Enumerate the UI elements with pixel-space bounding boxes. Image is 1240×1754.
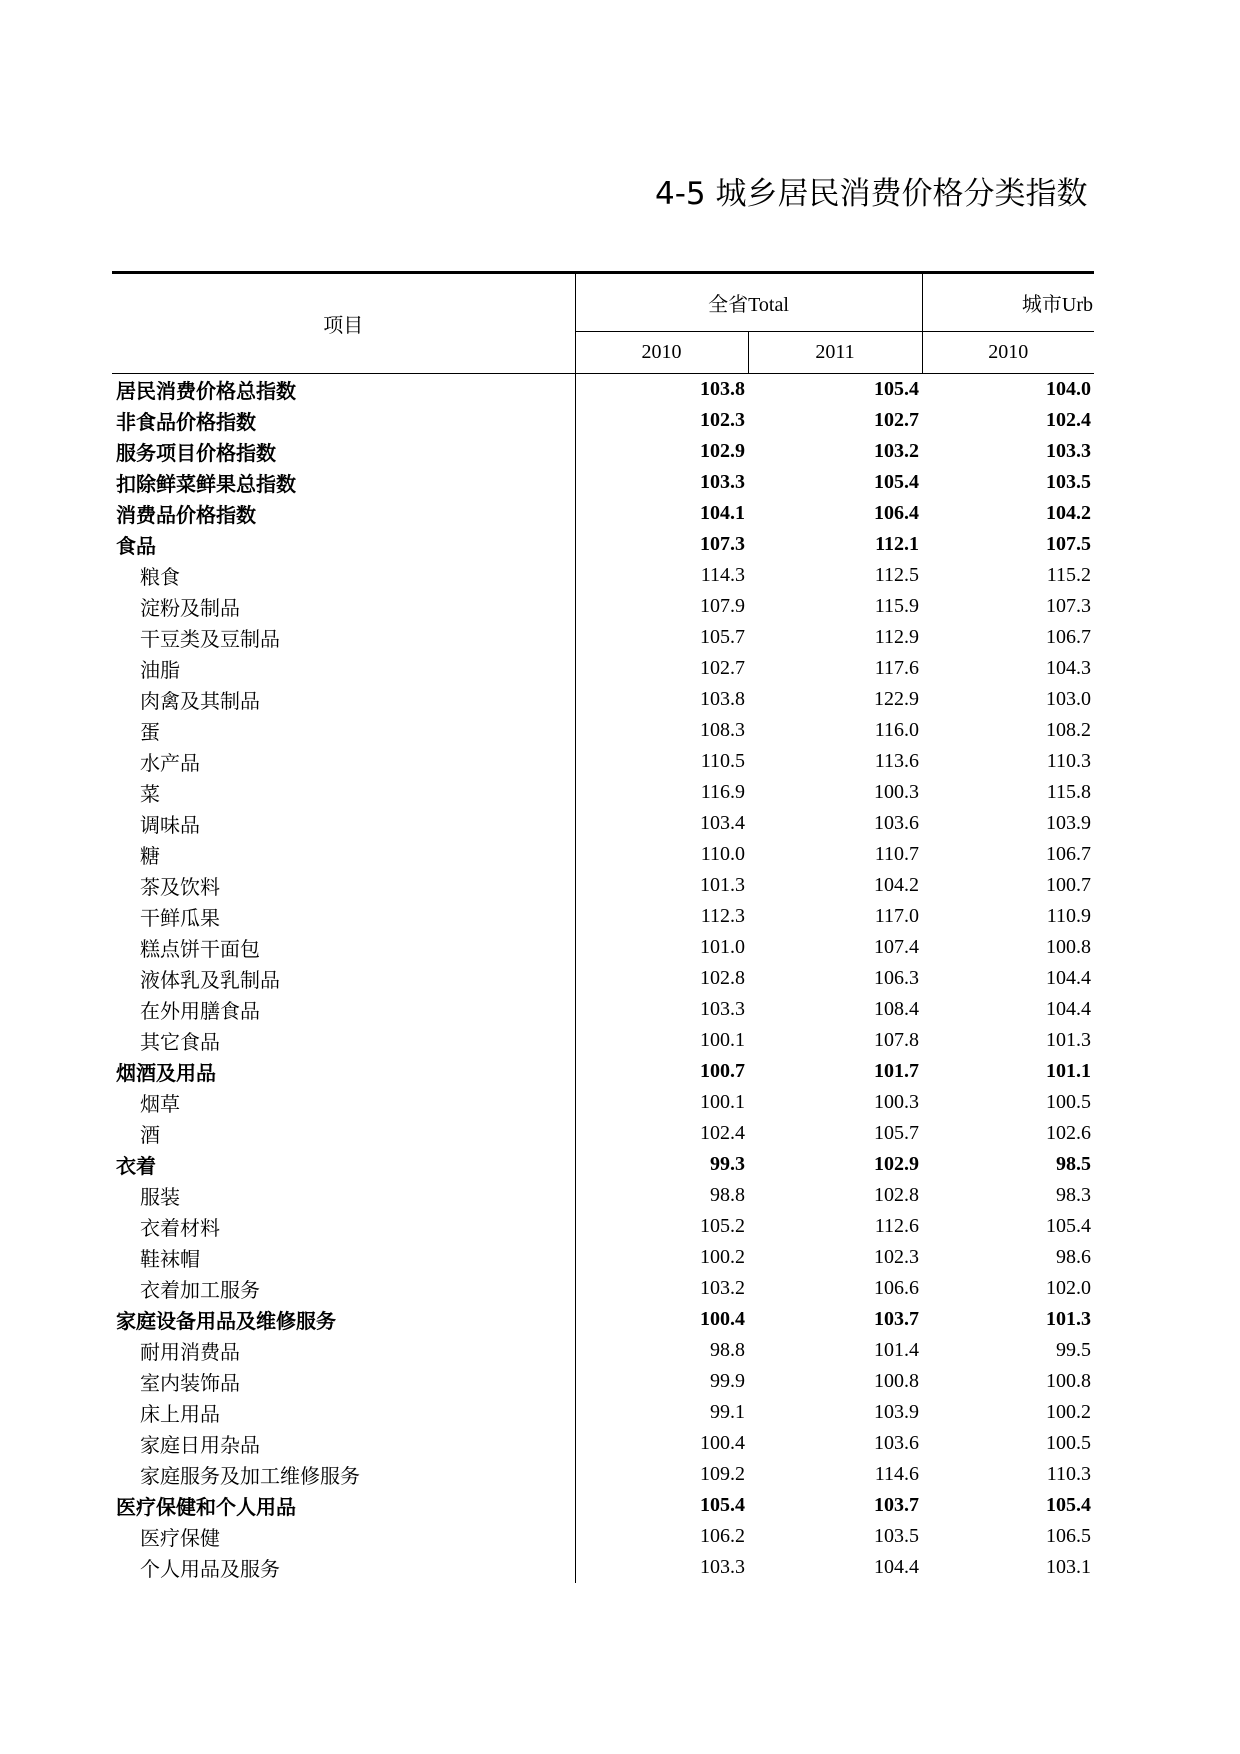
row-value: 122.9 [874, 688, 919, 710]
row-value: 100.5 [1046, 1432, 1091, 1454]
row-label: 干豆类及豆制品 [112, 622, 575, 653]
table-row [112, 1521, 1094, 1552]
table-row [112, 808, 1094, 839]
row-value: 100.8 [1046, 936, 1091, 958]
row-value: 102.8 [700, 967, 745, 989]
row-label: 家庭服务及加工维修服务 [112, 1459, 575, 1490]
row-value: 101.0 [700, 936, 745, 958]
table-row [112, 1118, 1094, 1149]
table-row [112, 901, 1094, 932]
row-value: 101.3 [1046, 1029, 1091, 1051]
row-value: 107.5 [1046, 533, 1091, 555]
row-value: 106.7 [1046, 843, 1091, 865]
row-label: 消费品价格指数 [112, 498, 575, 529]
page-title: 4-5 城乡居民消费价格分类指数 [655, 176, 1088, 212]
table-row [112, 1304, 1094, 1335]
row-value: 105.4 [700, 1494, 745, 1516]
row-value: 110.3 [1046, 750, 1091, 772]
row-value: 103.7 [874, 1308, 919, 1330]
row-value: 99.5 [1056, 1339, 1091, 1361]
row-value: 106.3 [874, 967, 919, 989]
table-row [112, 467, 1094, 498]
row-value: 100.8 [874, 1370, 919, 1392]
row-label: 服务项目价格指数 [112, 436, 575, 467]
row-value: 104.2 [1046, 502, 1091, 524]
row-value: 116.0 [874, 719, 919, 741]
row-value: 103.9 [1046, 812, 1091, 834]
row-value: 100.7 [1046, 874, 1091, 896]
row-value: 100.5 [1046, 1091, 1091, 1113]
table-row [112, 498, 1094, 529]
year-header: 2011 [748, 332, 922, 374]
row-value: 107.3 [1046, 595, 1091, 617]
row-label: 衣着材料 [112, 1211, 575, 1242]
row-label: 衣着 [112, 1149, 575, 1180]
row-value: 103.3 [1046, 440, 1091, 462]
price-index-table-container [112, 271, 1094, 1596]
table-row [112, 1428, 1094, 1459]
row-value: 106.4 [874, 502, 919, 524]
row-value: 103.3 [700, 1556, 745, 1578]
row-value: 103.2 [700, 1277, 745, 1299]
table-row [112, 1149, 1094, 1180]
table-row [112, 1335, 1094, 1366]
row-value: 116.9 [700, 781, 745, 803]
year-header: 2010 [575, 332, 748, 374]
row-value: 103.6 [874, 1432, 919, 1454]
row-value: 105.7 [874, 1122, 919, 1144]
row-value: 103.5 [1046, 471, 1091, 493]
row-value: 101.3 [1046, 1308, 1091, 1330]
row-label: 干鲜瓜果 [112, 901, 575, 932]
table-row [112, 1366, 1094, 1397]
row-label: 淀粉及制品 [112, 591, 575, 622]
price-index-table [112, 271, 1094, 1583]
row-value: 105.2 [700, 1215, 745, 1237]
row-label: 医疗保健和个人用品 [112, 1490, 575, 1521]
row-label: 调味品 [112, 808, 575, 839]
row-label: 菜 [112, 777, 575, 808]
row-label: 床上用品 [112, 1397, 575, 1428]
row-label: 蛋 [112, 715, 575, 746]
row-value: 102.0 [1046, 1277, 1091, 1299]
row-value: 112.9 [874, 626, 919, 648]
table-row [112, 932, 1094, 963]
row-value: 104.0 [1046, 378, 1091, 400]
row-value: 98.8 [710, 1184, 745, 1206]
table-row [112, 777, 1094, 808]
row-value: 105.7 [700, 626, 745, 648]
table-row [112, 1397, 1094, 1428]
row-label: 个人用品及服务 [112, 1552, 575, 1583]
row-value: 102.4 [1046, 409, 1091, 431]
row-value: 100.4 [700, 1308, 745, 1330]
row-value: 103.9 [874, 1401, 919, 1423]
row-value: 104.4 [1046, 967, 1091, 989]
row-value: 100.8 [1046, 1370, 1091, 1392]
row-value: 110.3 [1046, 1463, 1091, 1485]
row-value: 112.1 [875, 533, 919, 555]
row-value: 107.8 [874, 1029, 919, 1051]
row-value: 106.7 [1046, 626, 1091, 648]
row-value: 102.7 [700, 657, 745, 679]
row-value: 114.6 [874, 1463, 919, 1485]
row-value: 100.7 [700, 1060, 745, 1082]
row-value: 103.3 [700, 471, 745, 493]
year-header: 2010 [922, 332, 1094, 374]
row-label: 耐用消费品 [112, 1335, 575, 1366]
row-value: 101.1 [1046, 1060, 1091, 1082]
row-value: 108.2 [1046, 719, 1091, 741]
table-row [112, 715, 1094, 746]
row-value: 107.9 [700, 595, 745, 617]
row-value: 98.8 [710, 1339, 745, 1361]
row-label: 非食品价格指数 [112, 405, 575, 436]
row-value: 101.7 [874, 1060, 919, 1082]
row-value: 107.3 [700, 533, 745, 555]
row-value: 103.8 [700, 378, 745, 400]
row-value: 105.4 [874, 471, 919, 493]
row-value: 106.6 [874, 1277, 919, 1299]
group-header-urban: 城市Urb [922, 273, 1094, 332]
table-body [112, 374, 1094, 1584]
row-label: 液体乳及乳制品 [112, 963, 575, 994]
table-row [112, 529, 1094, 560]
row-value: 113.6 [874, 750, 919, 772]
row-label: 烟草 [112, 1087, 575, 1118]
row-value: 110.7 [874, 843, 919, 865]
row-value: 101.3 [700, 874, 745, 896]
row-value: 112.6 [874, 1215, 919, 1237]
table-row [112, 963, 1094, 994]
row-value: 115.9 [874, 595, 919, 617]
row-value: 105.4 [874, 378, 919, 400]
row-value: 117.0 [874, 905, 919, 927]
row-label: 家庭设备用品及维修服务 [112, 1304, 575, 1335]
row-value: 104.4 [1046, 998, 1091, 1020]
table-row [112, 1490, 1094, 1521]
row-value: 104.1 [700, 502, 745, 524]
item-column-header: 项目 [112, 273, 575, 374]
row-label: 鞋袜帽 [112, 1242, 575, 1273]
row-label: 医疗保健 [112, 1521, 575, 1552]
table-row [112, 1459, 1094, 1490]
row-value: 102.9 [700, 440, 745, 462]
row-value: 112.5 [874, 564, 919, 586]
table-row [112, 746, 1094, 777]
row-value: 110.0 [700, 843, 745, 865]
row-value: 110.5 [700, 750, 745, 772]
row-label: 糖 [112, 839, 575, 870]
row-value: 104.2 [874, 874, 919, 896]
table-row [112, 1552, 1094, 1583]
table-row [112, 560, 1094, 591]
table-row [112, 622, 1094, 653]
table-row [112, 839, 1094, 870]
row-value: 104.4 [874, 1556, 919, 1578]
row-value: 102.9 [874, 1153, 919, 1175]
group-header-total: 全省Total [575, 273, 922, 332]
row-label: 酒 [112, 1118, 575, 1149]
row-value: 103.3 [700, 998, 745, 1020]
row-label: 其它食品 [112, 1025, 575, 1056]
table-row [112, 1087, 1094, 1118]
row-value: 104.3 [1046, 657, 1091, 679]
row-value: 99.9 [710, 1370, 745, 1392]
row-value: 112.3 [700, 905, 745, 927]
row-value: 108.4 [874, 998, 919, 1020]
row-value: 109.2 [700, 1463, 745, 1485]
row-value: 100.4 [700, 1432, 745, 1454]
table-row [112, 1180, 1094, 1211]
row-value: 103.0 [1046, 688, 1091, 710]
row-value: 110.9 [1046, 905, 1091, 927]
row-value: 107.4 [874, 936, 919, 958]
row-value: 100.1 [700, 1091, 745, 1113]
row-value: 98.5 [1056, 1153, 1091, 1175]
row-label: 居民消费价格总指数 [112, 374, 575, 406]
row-value: 100.3 [874, 1091, 919, 1113]
row-value: 117.6 [874, 657, 919, 679]
row-value: 115.2 [1046, 564, 1091, 586]
row-value: 103.1 [1046, 1556, 1091, 1578]
row-label: 食品 [112, 529, 575, 560]
row-value: 100.1 [700, 1029, 745, 1051]
row-value: 100.2 [700, 1246, 745, 1268]
row-label: 茶及饮料 [112, 870, 575, 901]
table-row [112, 870, 1094, 901]
row-value: 103.8 [700, 688, 745, 710]
row-value: 98.6 [1056, 1246, 1091, 1268]
row-label: 糕点饼干面包 [112, 932, 575, 963]
row-label: 衣着加工服务 [112, 1273, 575, 1304]
row-value: 103.4 [700, 812, 745, 834]
row-value: 99.3 [710, 1153, 745, 1175]
row-label: 烟酒及用品 [112, 1056, 575, 1087]
row-value: 105.4 [1046, 1494, 1091, 1516]
table-row [112, 684, 1094, 715]
row-value: 103.2 [874, 440, 919, 462]
row-value: 101.4 [874, 1339, 919, 1361]
row-label: 水产品 [112, 746, 575, 777]
row-label: 扣除鲜菜鲜果总指数 [112, 467, 575, 498]
table-row [112, 653, 1094, 684]
table-row [112, 374, 1094, 406]
row-label: 粮食 [112, 560, 575, 591]
row-label: 家庭日用杂品 [112, 1428, 575, 1459]
row-label: 在外用膳食品 [112, 994, 575, 1025]
table-row [112, 591, 1094, 622]
table-row [112, 1242, 1094, 1273]
row-value: 99.1 [710, 1401, 745, 1423]
row-value: 102.7 [874, 409, 919, 431]
row-value: 102.3 [874, 1246, 919, 1268]
table-row [112, 436, 1094, 467]
row-label: 油脂 [112, 653, 575, 684]
row-value: 98.3 [1056, 1184, 1091, 1206]
row-label: 肉禽及其制品 [112, 684, 575, 715]
table-row [112, 1211, 1094, 1242]
row-value: 108.3 [700, 719, 745, 741]
row-value: 100.2 [1046, 1401, 1091, 1423]
row-value: 102.6 [1046, 1122, 1091, 1144]
row-value: 103.5 [874, 1525, 919, 1547]
row-value: 100.3 [874, 781, 919, 803]
row-value: 102.3 [700, 409, 745, 431]
row-value: 103.6 [874, 812, 919, 834]
row-value: 103.7 [874, 1494, 919, 1516]
row-value: 115.8 [1046, 781, 1091, 803]
table-row [112, 1056, 1094, 1087]
table-row [112, 405, 1094, 436]
row-value: 114.3 [700, 564, 745, 586]
table-row [112, 994, 1094, 1025]
row-value: 102.4 [700, 1122, 745, 1144]
table-header [112, 273, 1094, 374]
table-row [112, 1025, 1094, 1056]
row-value: 106.5 [1046, 1525, 1091, 1547]
row-value: 102.8 [874, 1184, 919, 1206]
row-label: 服装 [112, 1180, 575, 1211]
row-value: 106.2 [700, 1525, 745, 1547]
table-row [112, 1273, 1094, 1304]
row-label: 室内装饰品 [112, 1366, 575, 1397]
row-value: 105.4 [1046, 1215, 1091, 1237]
